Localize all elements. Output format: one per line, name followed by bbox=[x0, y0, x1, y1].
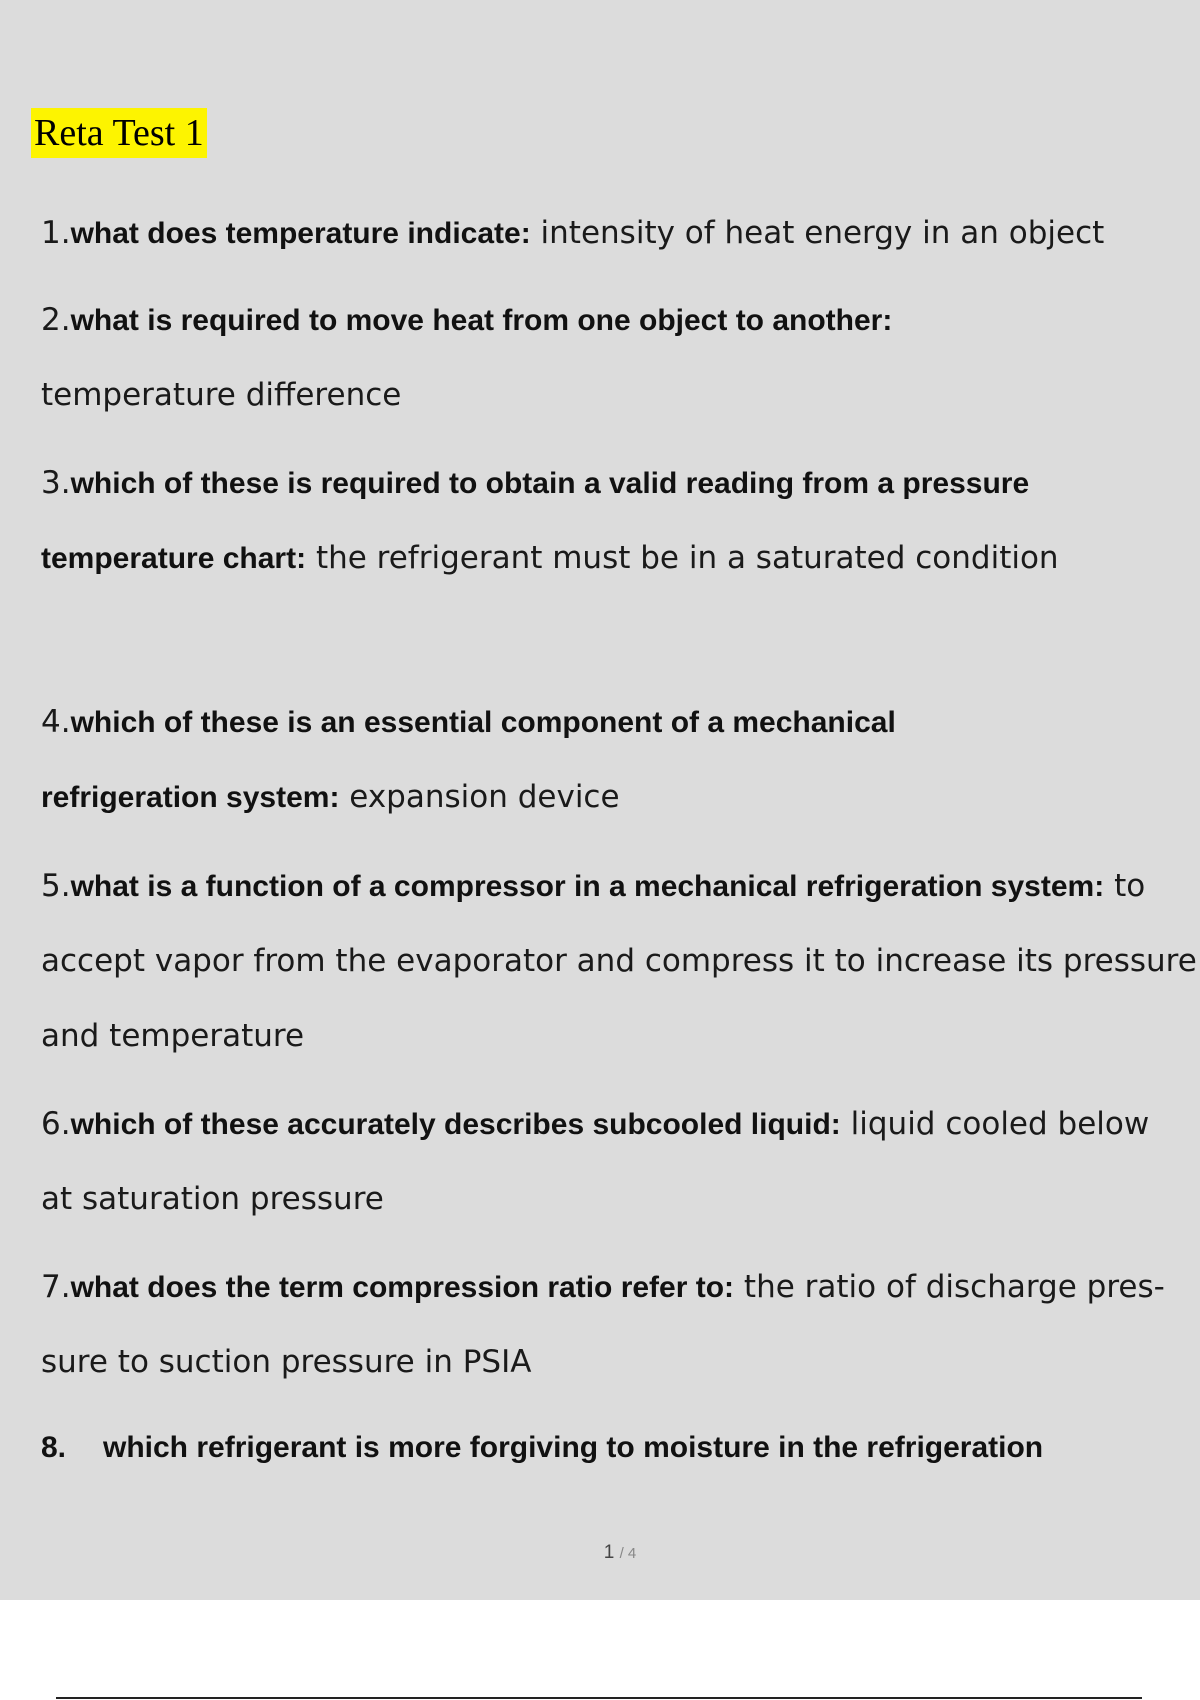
answer-text: expansion device bbox=[349, 779, 620, 815]
question-text: which of these is an essential component of a mechanical refrigeration system: bbox=[41, 706, 896, 814]
list-item bbox=[41, 446, 1091, 596]
answer-text: to accept vapor from the evaporator and compress it to increase its pressure and temperature bbox=[41, 868, 1197, 1054]
page-total: / 4 bbox=[619, 1545, 637, 1562]
item-number: 5. bbox=[41, 868, 71, 904]
item-number: 2. bbox=[41, 302, 71, 338]
item-number: 1. bbox=[41, 215, 71, 251]
list-item bbox=[41, 1250, 1191, 1400]
list-item bbox=[41, 283, 1041, 433]
list-item bbox=[41, 685, 1041, 835]
question-text: what is a function of a compressor in a mechanical refrigeration system: bbox=[70, 870, 1105, 903]
question-text: which refrigerant is more forgiving to moisture in the refrigeration bbox=[103, 1431, 1044, 1464]
item-number: 8. bbox=[41, 1431, 67, 1464]
answer-text: the refrigerant must be in a saturated condition bbox=[315, 540, 1059, 576]
divider bbox=[56, 1697, 1142, 1699]
item-number: 6. bbox=[41, 1106, 71, 1142]
answer-text: temperature difference bbox=[41, 377, 402, 413]
list-item bbox=[41, 196, 1191, 271]
item-number: 4. bbox=[41, 704, 71, 740]
question-text: what does the term compression ratio refer to: bbox=[70, 1271, 735, 1304]
question-text: what is required to move heat from one object to another: bbox=[70, 304, 893, 337]
question-text: what does temperature indicate: bbox=[70, 217, 531, 250]
answer-text: the ratio of discharge pres- sure to suction pressure in PSIA bbox=[41, 1269, 1165, 1380]
answer-text: liquid cooled below at saturation pressure bbox=[41, 1106, 1150, 1217]
item-number: 3. bbox=[41, 465, 71, 501]
question-text: which of these is required to obtain a valid reading from a pressure temperature chart: bbox=[41, 467, 1030, 575]
answer-text: intensity of heat energy in an object bbox=[540, 215, 1105, 251]
item-number: 7. bbox=[41, 1269, 71, 1305]
document-title: Reta Test 1 bbox=[31, 108, 207, 158]
list-item bbox=[41, 1418, 1043, 1478]
list-item bbox=[41, 849, 1200, 1074]
page-indicator bbox=[0, 1542, 1200, 1564]
question-text: which of these accurately describes subcooled liquid: bbox=[70, 1108, 841, 1141]
page-current: 1 bbox=[603, 1542, 615, 1563]
list-item bbox=[41, 1087, 1171, 1237]
